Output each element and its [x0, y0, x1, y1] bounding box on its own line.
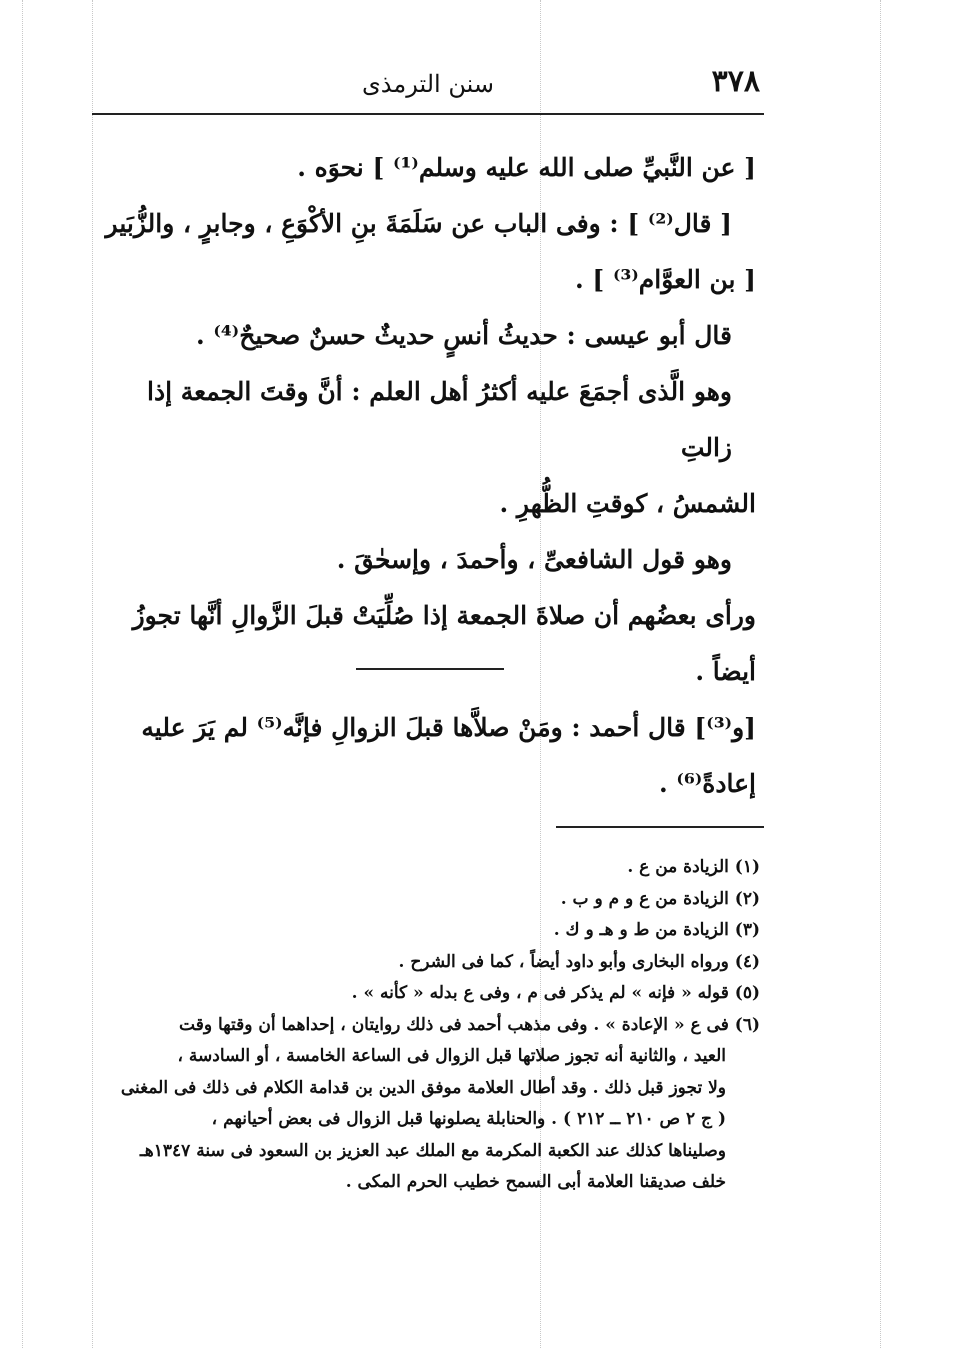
text-line: [ قال⁽²⁾ ] : وفى الباب عن سَلَمَةَ بنِ الأكْوَعِ ، وجابرٍ ، والزُّبَير	[105, 209, 732, 238]
text-line: قال أبو عيسى : حديثُ أنسٍ حديثٌ حسنٌ صحيحٌ⁽⁴⁾ .	[195, 321, 732, 350]
footnote-continuation: خلف صديقنا العلامة أبى السمح خطيب الحرم المكى .	[345, 1172, 726, 1192]
text-line: وهو الَّذى أجمَعَ عليه أكثرُ أهل العلم : أنَّ وقتَ الجمعة إذا زالتِ	[147, 377, 732, 462]
footnote-continuation: ( ج ٢ ص ٢١٠ ــ ٢١٢ ) . والحنابلة يصلونها قبل الزوال فى بعض أحيانهم ،	[211, 1109, 726, 1129]
main-text	[96, 140, 756, 812]
footnote-continuation: العيد ، والثانية أنه تجوز صلاتها قبل الزوال فى الساعة الخامسة ، أو السادسة ،	[177, 1046, 726, 1066]
footnote-continuation: ولا تجوز قبل ذلك . وقد أطال العلامة موفق الدين بن قدامة الكلام فى ذلك فى المغنى	[120, 1077, 726, 1098]
footnotes	[96, 852, 760, 1199]
footnote-item: (٤) ورواه البخارى وأبو داود أيضاً ، كما فى الشرح .	[398, 951, 760, 972]
text-line: الشمسُ ، كوقتِ الظُّهرِ .	[499, 489, 756, 518]
footnote-item: (٦) فى ع « الإعادة » . وفى مذهب أحمد فى ذلك روايتان ، إحداهما أن وقتها وقت	[179, 1014, 760, 1035]
text-line: وهو قول الشافعىِّ ، وأحمدَ ، وإسحٰقَ .	[336, 545, 732, 574]
footnote-item: (١) الزيادة من ع .	[627, 857, 760, 877]
page-header	[92, 58, 764, 108]
text-line: [و⁽³⁾] قال أحمد : ومَنْ صلاَّها قبلَ الزوالِ فإنَّه⁽⁵⁾ لم يَرَ عليه إعادةً⁽⁶⁾ .	[141, 713, 756, 798]
text-line: [ عن النَّبيِّ صلى الله عليه وسلم⁽¹⁾ ] نحوَه .	[297, 153, 756, 182]
header-rule	[92, 113, 764, 115]
running-title: سنن الترمذى	[362, 70, 494, 98]
footnote-rule	[556, 826, 764, 828]
text-line: [ بن العوَّام⁽³⁾ ] .	[575, 265, 756, 294]
page-number: ٣٧٨	[711, 64, 760, 99]
footnote-item: (٥) قوله « فإنه » لم يذكر فى م ، وفى ع بدله « كأنه » .	[351, 983, 760, 1003]
scan-artifact-line	[22, 0, 23, 1348]
footnote-continuation: وصليناها كذلك عند الكعبة المكرمة مع الملك عبد العزيز بن السعود فى سنة ١٣٤٧هـ	[139, 1140, 726, 1161]
scan-artifact-line	[92, 0, 93, 1348]
text-line: ورأى بعضُهم أن صلاةَ الجمعة إذا صُلِّيَتْ قبلَ الزَّوالِ أنَّها تجوزُ أيضاً .	[132, 601, 756, 686]
footnote-item: (٣) الزيادة من ط و هـ و ك .	[553, 920, 760, 940]
scan-artifact-line	[880, 0, 881, 1348]
footnote-item: (٢) الزيادة من ع و م و ب .	[560, 888, 760, 909]
section-divider	[356, 668, 504, 670]
